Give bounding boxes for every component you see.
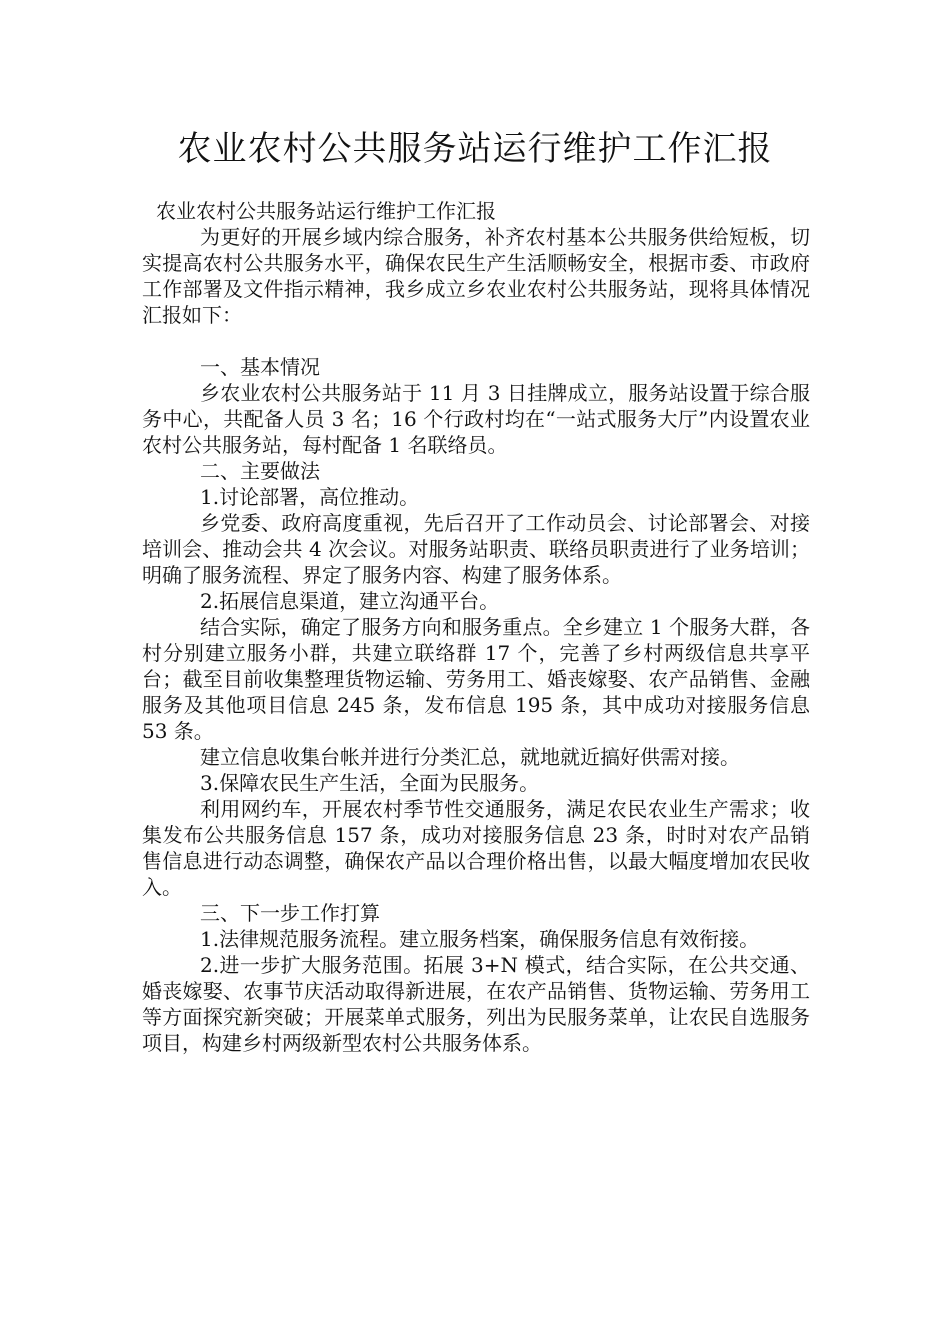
section-heading-next-steps: 三、下一步工作打算 xyxy=(200,901,380,925)
next-step-2: 2.进一步扩大服务范围。拓展 3+N 模式，结合实际，在公共交通、婚丧嫁娶、农事节庆活动取得新进展，在农产品销售、货物运输、劳务用工等方面探究新突破；开展菜单式服务，列出为民服务菜单，让农民自选服务项目，构建乡村两级新型农村公共服务体系。 xyxy=(142,953,810,1055)
document-body xyxy=(142,198,810,1056)
method-2-paragraph: 结合实际，确定了服务方向和服务重点。全乡建立 1 个服务大群，各村分别建立服务小群，共建立联络群 17 个，完善了乡村两级信息共享平台；截至目前收集整理货物运输、劳务用工、婚丧嫁娶、农产品销售、金融服务及其他项目信息 245 条，发布信息 195 条，其中成功对接服务信息 53 条。 xyxy=(142,615,810,743)
section-heading-basic: 一、基本情况 xyxy=(200,355,320,379)
basic-situation-paragraph: 乡农业农村公共服务站于 11 月 3 日挂牌成立，服务站设置于综合服务中心，共配备人员 3 名；16 个行政村均在“一站式服务大厅”内设置农业农村公共服务站，每村配备 1 名联络员。 xyxy=(142,381,810,457)
method-2-paragraph-extra: 建立信息收集台帐并进行分类汇总，就地就近搞好供需对接。 xyxy=(200,745,740,769)
section-heading-methods: 二、主要做法 xyxy=(200,459,320,483)
intro-paragraph: 为更好的开展乡域内综合服务，补齐农村基本公共服务供给短板，切实提高农村公共服务水平，确保农民生产生活顺畅安全，根据市委、市政府工作部署及文件指示精神，我乡成立乡农业农村公共服务站，现将具体情况汇报如下： xyxy=(142,225,810,327)
paragraph-spacer xyxy=(142,328,810,354)
method-3-paragraph: 利用网约车，开展农村季节性交通服务，满足农民农业生产需求；收集发布公共服务信息 157 条，成功对接服务信息 23 条，时时对农产品销售信息进行动态调整，确保农产品以合理价格出售，以最大幅度增加农民收入。 xyxy=(142,797,810,899)
method-3-heading: 3.保障农民生产生活，全面为民服务。 xyxy=(200,771,540,795)
method-2-heading: 2.拓展信息渠道，建立沟通平台。 xyxy=(200,589,500,613)
method-1-heading: 1.讨论部署，高位推动。 xyxy=(200,485,420,509)
method-1-paragraph: 乡党委、政府高度重视，先后召开了工作动员会、讨论部署会、对接培训会、推动会共 4 次会议。对服务站职责、联络员职责进行了业务培训；明确了服务流程、界定了服务内容、构建了服务体系。 xyxy=(142,511,810,587)
next-step-1: 1.法律规范服务流程。建立服务档案，确保服务信息有效衔接。 xyxy=(200,927,760,951)
document-title: 农业农村公共服务站运行维护工作汇报 xyxy=(177,129,773,169)
document-subtitle: 农业农村公共服务站运行维护工作汇报 xyxy=(156,199,496,223)
